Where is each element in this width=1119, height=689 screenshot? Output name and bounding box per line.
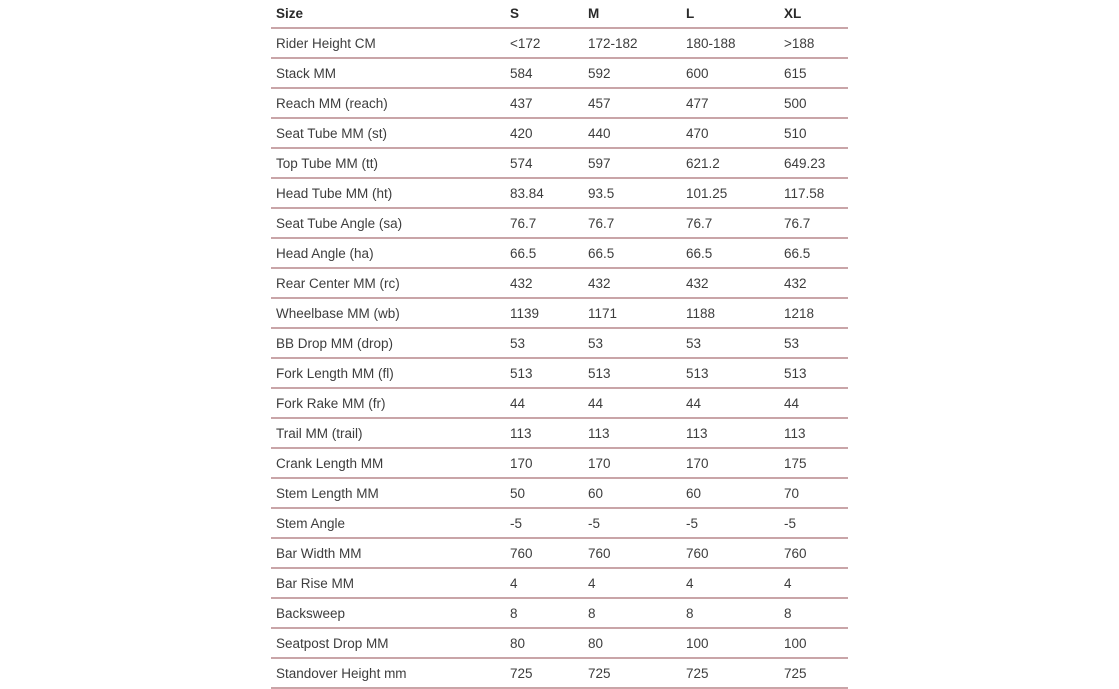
cell-s: 8 <box>505 598 583 628</box>
row-label: Bar Rise MM <box>271 568 505 598</box>
table-row <box>271 418 848 448</box>
row-label: Seat Tube Angle (sa) <box>271 208 505 238</box>
cell-m: 513 <box>583 358 681 388</box>
cell-xl: 1218 <box>779 298 848 328</box>
row-label: Wheelbase MM (wb) <box>271 298 505 328</box>
cell-l: 1188 <box>681 298 779 328</box>
row-label: Reach MM (reach) <box>271 88 505 118</box>
cell-s: 66.5 <box>505 238 583 268</box>
cell-l: 101.25 <box>681 178 779 208</box>
cell-xl: 513 <box>779 358 848 388</box>
row-label: Stem Length MM <box>271 478 505 508</box>
table-row <box>271 628 848 658</box>
cell-s: 760 <box>505 538 583 568</box>
cell-xl: 53 <box>779 328 848 358</box>
table-row <box>271 118 848 148</box>
cell-m: 80 <box>583 628 681 658</box>
header-l: L <box>681 0 779 28</box>
cell-xl: >188 <box>779 28 848 58</box>
row-label: Trail MM (trail) <box>271 418 505 448</box>
table-row <box>271 658 848 688</box>
row-label: Seat Tube MM (st) <box>271 118 505 148</box>
cell-s: 44 <box>505 388 583 418</box>
cell-m: 44 <box>583 388 681 418</box>
cell-s: 584 <box>505 58 583 88</box>
cell-s: 170 <box>505 448 583 478</box>
table-header-row <box>271 0 848 28</box>
cell-m: 53 <box>583 328 681 358</box>
cell-xl: 175 <box>779 448 848 478</box>
header-s: S <box>505 0 583 28</box>
table-row <box>271 478 848 508</box>
cell-xl: 725 <box>779 658 848 688</box>
cell-xl: 432 <box>779 268 848 298</box>
table-row <box>271 58 848 88</box>
table-row <box>271 598 848 628</box>
cell-xl: 510 <box>779 118 848 148</box>
cell-s: 725 <box>505 658 583 688</box>
cell-l: 66.5 <box>681 238 779 268</box>
row-label: Rider Height CM <box>271 28 505 58</box>
cell-l: -5 <box>681 508 779 538</box>
table-row <box>271 388 848 418</box>
row-label: BB Drop MM (drop) <box>271 328 505 358</box>
header-size: Size <box>271 0 505 28</box>
cell-l: 470 <box>681 118 779 148</box>
cell-xl: 100 <box>779 628 848 658</box>
cell-l: 44 <box>681 388 779 418</box>
cell-l: 76.7 <box>681 208 779 238</box>
row-label: Backsweep <box>271 598 505 628</box>
cell-l: 113 <box>681 418 779 448</box>
cell-l: 180-188 <box>681 28 779 58</box>
cell-l: 170 <box>681 448 779 478</box>
cell-s: 4 <box>505 568 583 598</box>
cell-l: 725 <box>681 658 779 688</box>
cell-l: 513 <box>681 358 779 388</box>
table-row <box>271 328 848 358</box>
table-row <box>271 538 848 568</box>
cell-l: 100 <box>681 628 779 658</box>
cell-xl: 500 <box>779 88 848 118</box>
cell-l: 4 <box>681 568 779 598</box>
row-label: Fork Rake MM (fr) <box>271 388 505 418</box>
table-body <box>271 28 848 688</box>
table-row <box>271 28 848 58</box>
cell-xl: -5 <box>779 508 848 538</box>
table-row <box>271 268 848 298</box>
cell-m: 432 <box>583 268 681 298</box>
table-row <box>271 508 848 538</box>
cell-l: 600 <box>681 58 779 88</box>
cell-m: -5 <box>583 508 681 538</box>
row-label: Head Angle (ha) <box>271 238 505 268</box>
row-label: Stem Angle <box>271 508 505 538</box>
cell-l: 477 <box>681 88 779 118</box>
cell-s: 80 <box>505 628 583 658</box>
cell-s: 432 <box>505 268 583 298</box>
cell-m: 113 <box>583 418 681 448</box>
row-label: Bar Width MM <box>271 538 505 568</box>
cell-m: 76.7 <box>583 208 681 238</box>
cell-xl: 8 <box>779 598 848 628</box>
cell-l: 60 <box>681 478 779 508</box>
header-xl: XL <box>779 0 848 28</box>
cell-s: 420 <box>505 118 583 148</box>
row-label: Seatpost Drop MM <box>271 628 505 658</box>
cell-m: 1171 <box>583 298 681 328</box>
cell-xl: 649.23 <box>779 148 848 178</box>
table-row <box>271 208 848 238</box>
cell-s: 53 <box>505 328 583 358</box>
cell-xl: 760 <box>779 538 848 568</box>
geometry-table <box>271 0 848 689</box>
cell-s: 76.7 <box>505 208 583 238</box>
table-row <box>271 88 848 118</box>
cell-m: 457 <box>583 88 681 118</box>
row-label: Crank Length MM <box>271 448 505 478</box>
cell-l: 760 <box>681 538 779 568</box>
row-label: Standover Height mm <box>271 658 505 688</box>
cell-m: 172-182 <box>583 28 681 58</box>
table-row <box>271 358 848 388</box>
table-row <box>271 148 848 178</box>
cell-m: 760 <box>583 538 681 568</box>
cell-m: 66.5 <box>583 238 681 268</box>
row-label: Head Tube MM (ht) <box>271 178 505 208</box>
cell-l: 8 <box>681 598 779 628</box>
header-m: M <box>583 0 681 28</box>
cell-xl: 4 <box>779 568 848 598</box>
cell-s: 50 <box>505 478 583 508</box>
cell-xl: 113 <box>779 418 848 448</box>
cell-m: 592 <box>583 58 681 88</box>
cell-s: <172 <box>505 28 583 58</box>
cell-s: 574 <box>505 148 583 178</box>
cell-xl: 66.5 <box>779 238 848 268</box>
cell-xl: 70 <box>779 478 848 508</box>
cell-m: 60 <box>583 478 681 508</box>
table-row <box>271 178 848 208</box>
cell-m: 93.5 <box>583 178 681 208</box>
cell-s: 83.84 <box>505 178 583 208</box>
cell-m: 725 <box>583 658 681 688</box>
row-label: Stack MM <box>271 58 505 88</box>
row-label: Top Tube MM (tt) <box>271 148 505 178</box>
cell-xl: 44 <box>779 388 848 418</box>
cell-m: 8 <box>583 598 681 628</box>
cell-s: 513 <box>505 358 583 388</box>
table-row <box>271 448 848 478</box>
cell-m: 170 <box>583 448 681 478</box>
table-row <box>271 568 848 598</box>
row-label: Fork Length MM (fl) <box>271 358 505 388</box>
cell-m: 597 <box>583 148 681 178</box>
cell-m: 4 <box>583 568 681 598</box>
cell-s: 437 <box>505 88 583 118</box>
cell-m: 440 <box>583 118 681 148</box>
cell-s: 1139 <box>505 298 583 328</box>
cell-xl: 117.58 <box>779 178 848 208</box>
table-row <box>271 298 848 328</box>
cell-l: 432 <box>681 268 779 298</box>
cell-xl: 76.7 <box>779 208 848 238</box>
cell-l: 53 <box>681 328 779 358</box>
cell-l: 621.2 <box>681 148 779 178</box>
row-label: Rear Center MM (rc) <box>271 268 505 298</box>
table-row <box>271 238 848 268</box>
cell-s: -5 <box>505 508 583 538</box>
cell-s: 113 <box>505 418 583 448</box>
cell-xl: 615 <box>779 58 848 88</box>
